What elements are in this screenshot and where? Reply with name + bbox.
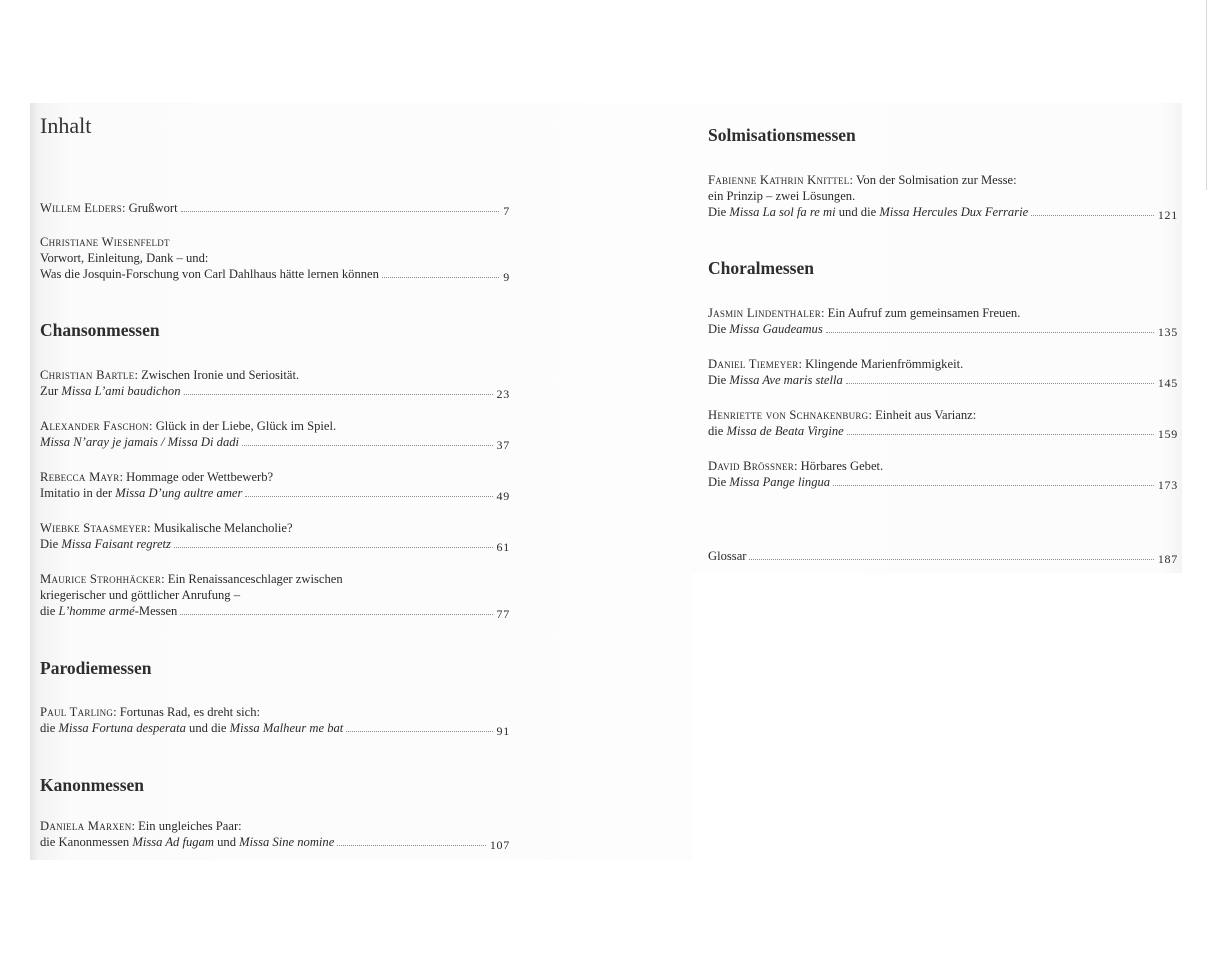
entry-subtitle-mid: und: [213, 835, 240, 849]
entry-page-number: 37: [496, 438, 510, 452]
entry-subtitle: Die: [40, 537, 62, 551]
entry-page-number: 91: [496, 724, 510, 738]
entry-author: Willem Elders: [40, 201, 122, 215]
toc-entry[interactable]: [40, 818, 510, 850]
entry-subtitle: Die: [708, 373, 730, 387]
entry-work-title: Missa Fortuna desperata: [58, 721, 186, 735]
entry-page-number: 187: [1157, 552, 1178, 566]
entry-subtitle: die: [40, 721, 59, 735]
dot-leader: [749, 558, 1153, 560]
entry-author: Rebecca Mayr: [40, 470, 120, 484]
section-heading: Kanonmessen: [40, 775, 145, 795]
entry-subtitle-mid: und die: [185, 721, 230, 735]
toc-entry[interactable]: [40, 520, 510, 552]
entry-subtitle: Die: [708, 322, 730, 336]
entry-title: : Einheit aus Varianz:: [868, 408, 977, 422]
entry-title: : Glück in der Liebe, Glück im Spiel.: [149, 419, 337, 433]
entry-author: Paul Tarling: [40, 705, 114, 719]
entry-title: : Von der Solmisation zur Messe:: [849, 173, 1017, 187]
toc-entry[interactable]: [708, 305, 1178, 337]
entry-work-title: Missa La sol fa re mi: [729, 205, 836, 219]
dot-leader: [245, 495, 492, 497]
toc-entry[interactable]: [40, 367, 510, 399]
entry-author: Fabienne Kathrin Knittel: [708, 173, 850, 187]
entry-page-number: 121: [1157, 208, 1178, 222]
entry-page-number: 135: [1157, 325, 1178, 339]
entry-author: Henriette von Schnakenburg: [708, 408, 869, 422]
toc-entry[interactable]: [708, 458, 1178, 490]
toc-entry[interactable]: [40, 234, 510, 282]
entry-subtitle: Zur: [40, 384, 62, 398]
entry-subtitle: Imitatio in der: [40, 486, 116, 500]
entry-work-title: Missa N’aray je jamais / Missa Di dadi: [40, 435, 240, 449]
section-heading: Parodiemessen: [40, 658, 152, 678]
dot-leader: [826, 331, 1154, 333]
toc-entry[interactable]: [708, 172, 1178, 220]
dot-leader: [833, 484, 1154, 486]
entry-page-number: 49: [496, 489, 510, 503]
toc-entry[interactable]: [40, 418, 510, 450]
glossary-label: Glossar: [708, 549, 747, 563]
entry-page-number: 173: [1157, 478, 1178, 492]
entry-work-title: Missa Ad fugam: [132, 835, 214, 849]
entry-subtitle: die Kanonmessen: [40, 835, 133, 849]
entry-author: David Brössner: [708, 459, 795, 473]
entry-page-number: 159: [1157, 427, 1178, 441]
toc-entry[interactable]: [40, 200, 510, 216]
entry-title: : Hörbares Gebet.: [794, 459, 884, 473]
entry-page-number: 9: [503, 270, 510, 284]
toc-entry[interactable]: [40, 571, 510, 619]
entry-title: : Zwischen Ironie und Seriosität.: [134, 368, 300, 382]
entry-author: Maurice Strohhäcker: [40, 572, 162, 586]
toc-entry[interactable]: [708, 356, 1178, 388]
entry-title: : Hommage oder Wettbewerb?: [119, 470, 274, 484]
entry-author: Daniela Marxen: [40, 819, 132, 833]
entry-page-number: 145: [1157, 376, 1178, 390]
entry-subtitle: die: [708, 424, 727, 438]
toc-entry[interactable]: [708, 407, 1178, 439]
entry-title: : Ein Aufruf zum gemeinsamen Freuen.: [821, 306, 1021, 320]
entry-subtitle-mid: und die: [835, 205, 880, 219]
entry-author: Daniel Tiemeyer: [708, 357, 799, 371]
dot-leader: [337, 844, 486, 846]
entry-title-cont: ein Prinzip – zwei Lösungen.: [708, 189, 856, 203]
entry-subtitle: Was die Josquin-Forschung von Carl Dahlhaus hätte lernen können: [40, 267, 379, 281]
entry-title: : Ein Renaissanceschlager zwischen: [161, 572, 343, 586]
toc-entry[interactable]: [40, 704, 510, 736]
toc-entry-glossary[interactable]: [708, 548, 1178, 564]
entry-subtitle: die: [40, 604, 59, 618]
toc-entry[interactable]: [40, 469, 510, 501]
entry-subtitle: Die: [708, 205, 730, 219]
dot-leader: [242, 444, 492, 446]
entry-subtitle: Die: [708, 475, 730, 489]
entry-title: : Grußwort: [122, 201, 178, 215]
entry-work-title: Missa Gaudeamus: [729, 322, 823, 336]
entry-work-title: Missa Faisant regretz: [61, 537, 171, 551]
entry-work-title: Missa Hercules Dux Ferrarie: [879, 205, 1029, 219]
dot-leader: [180, 613, 492, 615]
dot-leader: [1031, 214, 1154, 216]
section-heading: Solmisationsmessen: [708, 125, 856, 145]
entry-page-number: 61: [496, 540, 510, 554]
dot-leader: [346, 730, 492, 732]
entry-work-title: Missa Ave maris stella: [729, 373, 843, 387]
entry-title: : Musikalische Melancholie?: [147, 521, 293, 535]
entry-author: Wiebke Staasmeyer: [40, 521, 148, 535]
entry-title-cont: kriegerischer und göttlicher Anrufung –: [40, 588, 241, 602]
entry-author: Christiane Wiesenfeldt: [40, 235, 170, 249]
dot-leader: [184, 393, 493, 395]
entry-work-title: Missa de Beata Virgine: [726, 424, 844, 438]
entry-page-number: 77: [496, 607, 510, 621]
dot-leader: [382, 276, 499, 278]
section-heading: Chansonmessen: [40, 320, 160, 340]
dot-leader: [174, 546, 493, 548]
dot-leader: [181, 210, 500, 212]
dot-leader: [847, 433, 1154, 435]
entry-work-title: Missa Sine nomine: [239, 835, 335, 849]
dot-leader: [846, 382, 1154, 384]
entry-author: Alexander Faschon: [40, 419, 150, 433]
entry-work-title: Missa Malheur me bat: [229, 721, 344, 735]
entry-title: : Ein ungleiches Paar:: [131, 819, 242, 833]
entry-work-title: Missa L’ami baudichon: [61, 384, 181, 398]
entry-subtitle-tail: -Messen: [134, 604, 178, 618]
entry-work-title: L’homme armé: [58, 604, 135, 618]
entry-title: Vorwort, Einleitung, Dank – und:: [40, 251, 209, 265]
page-edge: [1206, 0, 1207, 190]
entry-work-title: Missa D’ung aultre amer: [115, 486, 243, 500]
entry-page-number: 23: [496, 387, 510, 401]
section-heading: Choralmessen: [708, 258, 814, 278]
entry-page-number: 7: [503, 204, 510, 218]
page-title: Inhalt: [40, 113, 92, 138]
entry-title: : Fortunas Rad, es dreht sich:: [113, 705, 261, 719]
entry-work-title: Missa Pange lingua: [729, 475, 831, 489]
entry-page-number: 107: [489, 838, 510, 852]
entry-title: : Klingende Marienfrömmigkeit.: [798, 357, 964, 371]
entry-author: Jasmin Lindenthaler: [708, 306, 822, 320]
entry-author: Christian Bartle: [40, 368, 135, 382]
